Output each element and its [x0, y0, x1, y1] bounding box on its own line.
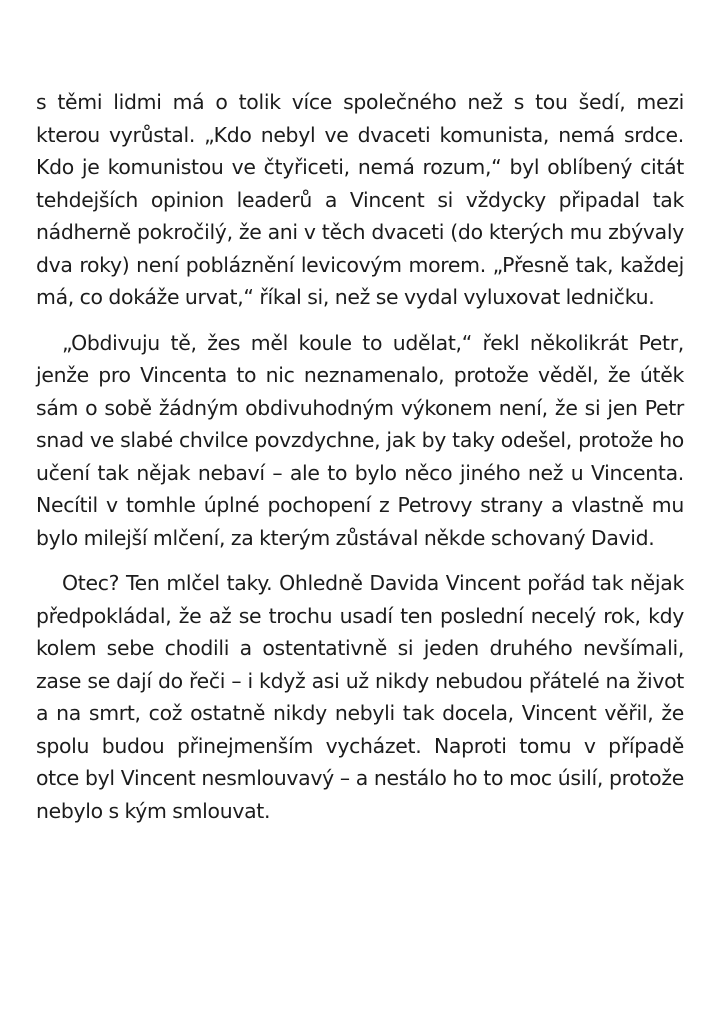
paragraph-3: Otec? Ten mlčel taky. Ohledně Davida Vincent pořád tak nějak předpokládal, že až se trochu usadí ten poslední necelý rok, kdy kolem sebe chodili a ostentativně si jeden druhého nevšímali, zase se dají do řeči – i když asi už nikdy nebudou přátelé na život a na smrt, což ostatně nikdy nebyli tak docela, Vincent věřil, že spolu budou přinejmenším vycházet. Naproti tomu v případě otce byl Vincent nesmlouvavý – a nestálo ho to moc úsilí, protože nebylo s kým smlouvat. — [36, 571, 684, 823]
book-page — [36, 86, 684, 827]
paragraph-2: „Obdivuju tě, žes měl koule to udělat,“ řekl několikrát Petr, jenže pro Vincenta to nic neznamenalo, protože věděl, že útěk sám o sobě žádným obdivuhodným výkonem není, že si jen Petr snad ve slabé chvilce povzdychne, jak by taky odešel, protože ho učení tak nějak nebaví – ale to bylo něco jiného než u Vincenta. Necítil v tomhle úplné pochopení z Petrovy strany a vlastně mu bylo milejší mlčení, za kterým zůstával někde schovaný David. — [36, 330, 684, 550]
paragraph-1: s těmi lidmi má o tolik více společného než s tou šedí, mezi kterou vyrůstal. „Kdo nebyl ve dvaceti komunista, nemá srdce. Kdo je komunistou ve čtyřiceti, nemá rozum,“ byl oblíbený citát tehdejších opinion leaderů a Vincent si vždycky připadal tak nádherně pokročilý, že ani v těch dvaceti (do kterých mu zbývaly dva roky) není pobláznění levicovým morem. „Přesně tak, každej má, co dokáže urvat,“ říkal si, než se vydal vyluxovat ledničku. — [36, 90, 684, 309]
